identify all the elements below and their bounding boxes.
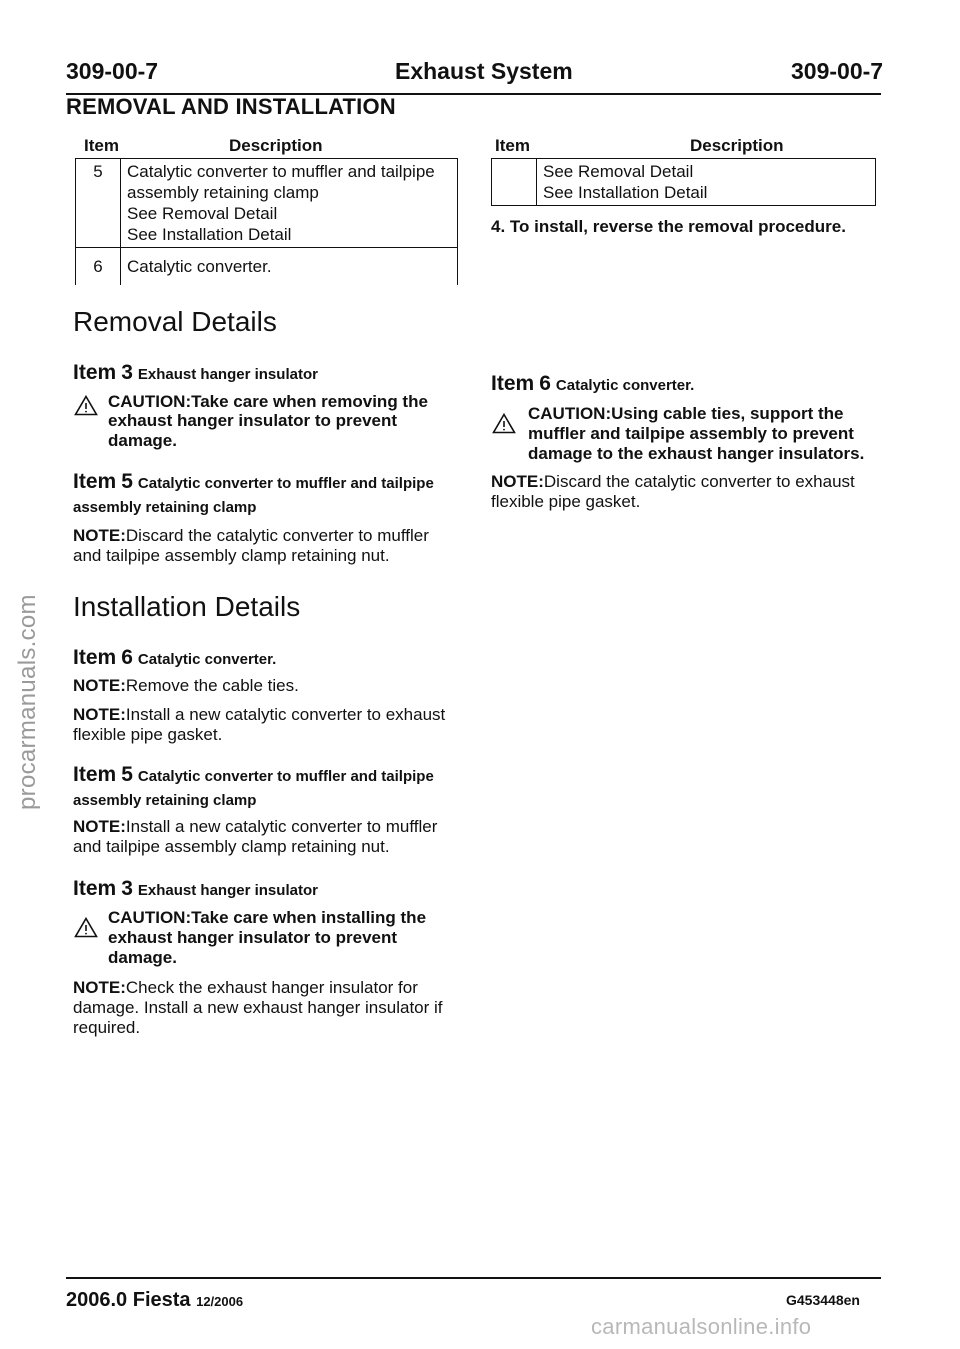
caution-line: exhaust hanger insulator to prevent	[108, 928, 398, 947]
removal-item5-heading	[73, 470, 434, 494]
removal-item5-heading-line2	[73, 496, 256, 517]
item-name: assembly retaining clamp	[73, 499, 257, 516]
side-watermark: procarmanuals.com	[14, 594, 41, 810]
footer-model	[66, 1289, 243, 1312]
note-text: flexible pipe gasket.	[491, 492, 641, 511]
removal-item6-heading	[491, 372, 694, 396]
item-label: Item	[73, 470, 117, 493]
note-text: Check the exhaust hanger insulator for	[125, 978, 418, 997]
description-line: assembly retaining clamp	[127, 183, 319, 202]
item-label: Item	[73, 763, 117, 786]
warning-triangle-icon	[74, 395, 98, 416]
warning-triangle-icon	[74, 917, 98, 938]
removal-details-heading: Removal Details	[73, 306, 277, 337]
install-item3-note	[73, 978, 443, 1038]
table-right-description-header: Description	[690, 136, 784, 155]
note-text: Install a new catalytic converter to muffler	[125, 817, 438, 836]
description-line: See Installation Detail	[543, 183, 708, 202]
install-item6-heading	[73, 646, 276, 670]
item-description	[537, 159, 876, 206]
caution-line: exhaust hanger insulator to prevent	[108, 411, 398, 430]
item-name: Catalytic converter to muffler and tailpipe	[137, 475, 434, 492]
item-number	[492, 159, 537, 206]
note-text: and tailpipe assembly clamp retaining nut.	[73, 546, 390, 565]
item-label: Item	[73, 877, 117, 900]
description-line: See Removal Detail	[543, 162, 694, 181]
page-number-left: 309-00-7	[66, 58, 159, 84]
item-description	[121, 248, 458, 286]
item-label: Item	[73, 361, 117, 384]
note-label: NOTE:	[73, 978, 126, 997]
caution-line: damage to the exhaust hanger insulators.	[528, 444, 865, 463]
note-label: NOTE:	[73, 676, 126, 695]
item-label: Item	[73, 646, 117, 669]
item-number: 5	[121, 763, 133, 786]
note-label: NOTE:	[491, 472, 544, 491]
page-number-right: 309-00-7	[791, 58, 884, 84]
removal-item5-note	[73, 526, 429, 566]
note-text: Discard the catalytic converter to exhaust	[543, 472, 855, 491]
item-description	[121, 159, 458, 248]
item-number: 6	[121, 646, 133, 669]
footer-rule	[66, 1277, 881, 1279]
item-name: Catalytic converter.	[137, 651, 277, 668]
parts-table-left	[75, 158, 458, 285]
item-name: Catalytic converter.	[555, 377, 695, 394]
item-number: 5	[121, 470, 133, 493]
note-label: NOTE:	[73, 705, 126, 724]
footer-date: 12/2006	[196, 1294, 244, 1309]
item-name: Exhaust hanger insulator	[137, 366, 318, 383]
footer-code: G453448en	[786, 1292, 860, 1308]
caution-line: CAUTION:Using cable ties, support the	[528, 404, 844, 423]
note-text: damage. Install a new exhaust hanger insulator if	[73, 998, 443, 1017]
install-item5-heading	[73, 763, 434, 787]
table-row	[76, 248, 458, 286]
install-item5-heading-line2	[73, 789, 256, 810]
note-text: required.	[73, 1018, 141, 1037]
description-line: See Removal Detail	[127, 204, 278, 223]
item-number: 5	[76, 159, 121, 248]
table-left-description-header: Description	[229, 136, 323, 155]
note-label: NOTE:	[73, 526, 126, 545]
item-number: 3	[121, 877, 133, 900]
caution-line: CAUTION:Take care when installing the	[108, 908, 427, 927]
install-item6-note1	[73, 676, 299, 696]
install-item3-caution	[108, 908, 426, 968]
install-item5-note	[73, 817, 437, 857]
table-right-item-header: Item	[495, 136, 530, 155]
install-item6-note2	[73, 705, 445, 745]
item-number: 6	[76, 248, 121, 286]
description-line: See Installation Detail	[127, 225, 292, 244]
table-row	[76, 159, 458, 248]
caution-line: damage.	[108, 431, 177, 450]
removal-item3-caution	[108, 392, 428, 451]
note-text: Discard the catalytic converter to muffler	[125, 526, 429, 545]
site-footer: carmanualsonline.info	[591, 1314, 812, 1339]
item-name: Exhaust hanger insulator	[137, 882, 318, 899]
note-text: Remove the cable ties.	[125, 676, 299, 695]
install-item3-heading	[73, 877, 318, 901]
note-label: NOTE:	[73, 817, 126, 836]
note-text: Install a new catalytic converter to exhaust	[125, 705, 446, 724]
parts-table-right	[491, 158, 876, 206]
page-title: Exhaust System	[395, 58, 573, 84]
item-label: Item	[491, 372, 535, 395]
table-row	[492, 159, 876, 206]
note-text: and tailpipe assembly clamp retaining nut.	[73, 837, 390, 856]
removal-item3-heading	[73, 361, 318, 385]
footer-model-name: 2006.0 Fiesta	[66, 1289, 191, 1311]
caution-line: CAUTION:Take care when removing the	[108, 392, 428, 411]
removal-item6-caution	[528, 404, 864, 464]
description-line: Catalytic converter.	[127, 257, 272, 276]
caution-line: damage.	[108, 948, 177, 967]
item-name: Catalytic converter to muffler and tailpipe	[137, 768, 434, 785]
item-number: 3	[121, 361, 133, 384]
note-text: flexible pipe gasket.	[73, 725, 223, 744]
warning-triangle-icon	[492, 413, 516, 434]
item-number: 6	[539, 372, 551, 395]
install-step: 4. To install, reverse the removal procedure.	[491, 217, 846, 236]
item-name: assembly retaining clamp	[73, 792, 257, 809]
description-line: Catalytic converter to muffler and tailpipe	[127, 162, 435, 181]
installation-details-heading: Installation Details	[73, 591, 301, 622]
table-left-item-header: Item	[84, 136, 119, 155]
removal-item6-note	[491, 472, 855, 512]
caution-line: muffler and tailpipe assembly to prevent	[528, 424, 854, 443]
section-heading: REMOVAL AND INSTALLATION	[66, 94, 396, 119]
